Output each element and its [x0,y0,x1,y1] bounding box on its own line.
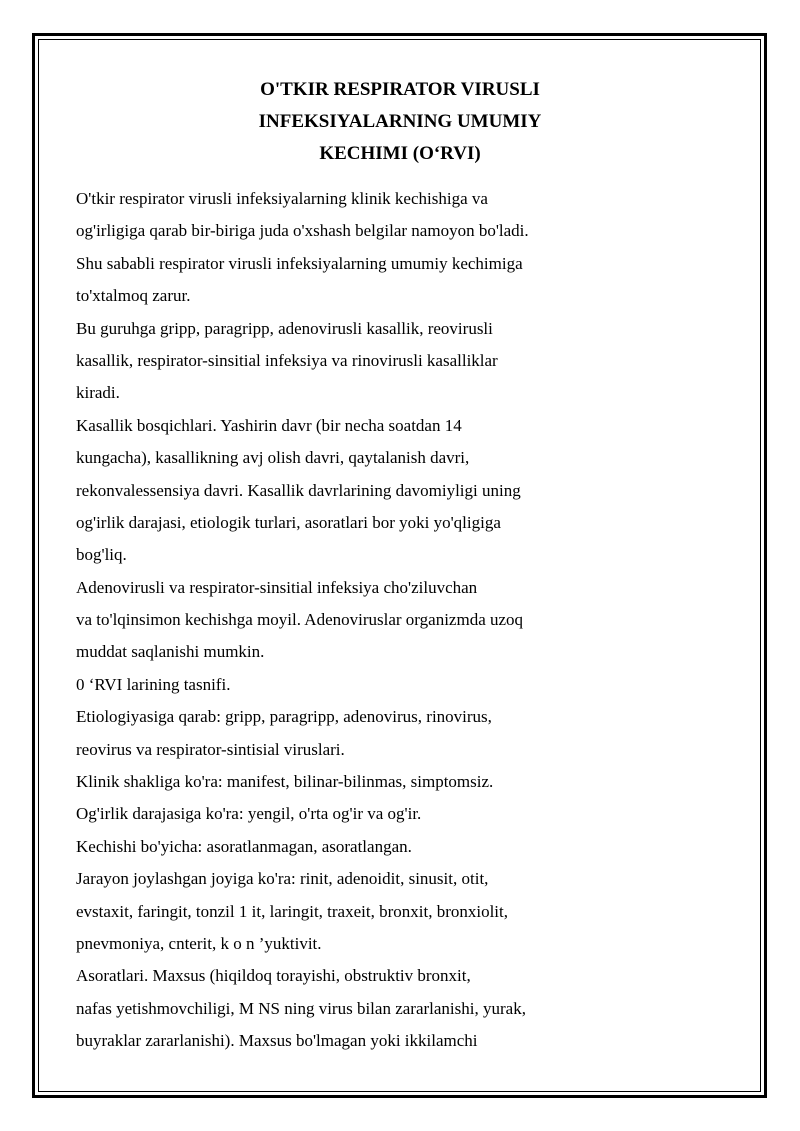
text-line: rekonvalessensiya davri. Kasallik davrlarining davomiyligi uning [76,480,521,500]
text-line: O'tkir respirator virusli infeksiyalarning klinik kechishiga va [76,189,488,208]
text-line: 0 ‘RVI larining tasnifi. [76,674,231,694]
text-line: bog'liq. [76,545,127,565]
text-line: nafas yetishmovchiligi, M NS ning virus bilan zararlanishi, yurak, [76,998,526,1018]
text-line: Kasallik bosqichlari. Yashirin davr (bir necha soatdan 14 [76,415,462,435]
title-line: O'TKIR RESPIRATOR VIRUSLI [260,79,540,100]
title-line: INFEKSIYALARNING UMUMIY [258,111,542,132]
text-line: kungacha), kasallikning avj olish davri, qaytalanish davri, [76,448,470,468]
text-line: kasallik, respirator-sinsitial infeksiya va rinovirusli kasalliklar [76,350,498,370]
text-line: og'irlik darajasi, etiologik turlari, asoratlari bor yoki yo'qligiga [76,512,501,532]
text-line: reovirus va respirator-sintisial viruslari. [76,739,345,759]
text-line: og'irligiga qarab bir-biriga juda o'xshash belgilar namoyon bo'ladi. [76,221,529,241]
text-line: Og'irlik darajasiga ko'ra: yengil, o'rta og'ir va og'ir. [76,804,422,824]
text-line: buyraklar zararlanishi). Maxsus bo'lmagan yoki ikkilamchi [76,1031,478,1051]
document-body [76,183,756,1058]
text-line: Adenovirusli va respirator-sinsitial infeksiya cho'ziluvchan [76,577,478,597]
text-line: Etiologiyasiga qarab: gripp, paragripp, adenovirus, rinovirus, [76,707,492,727]
text-line: va to'lqinsimon kechishga moyil. Adenoviruslar organizmda uzoq [76,610,524,630]
text-line: kiradi. [76,383,120,403]
text-line: pnevmoniya, cnterit, k o n ’yuktivit. [76,933,322,953]
text-line: Kechishi bo'yicha: asoratlanmagan, asoratlangan. [76,836,412,856]
text-line: to'xtalmoq zarur. [76,286,191,306]
text-line: Shu sababli respirator virusli infeksiyalarning umumiy kechimiga [76,253,523,273]
text-line: Asoratlari. Maxsus (hiqildoq torayishi, obstruktiv bronxit, [76,966,471,986]
text-line: Jarayon joylashgan joyiga ko'ra: rinit, adenoidit, sinusit, otit, [76,869,489,889]
text-line: evstaxit, faringit, tonzil 1 it, laringit, traxeit, bronxit, bronxiolit, [76,901,509,921]
text-line: Bu guruhga gripp, paragripp, adenovirusli kasallik, reovirusli [76,318,493,338]
text-line: Klinik shakliga ko'ra: manifest, bilinar-bilinmas, simptomsiz. [76,772,494,792]
title-line: KECHIMI (O‘RVI) [319,143,481,164]
text-line: muddat saqlanishi mumkin. [76,642,265,662]
document-title [0,74,800,170]
